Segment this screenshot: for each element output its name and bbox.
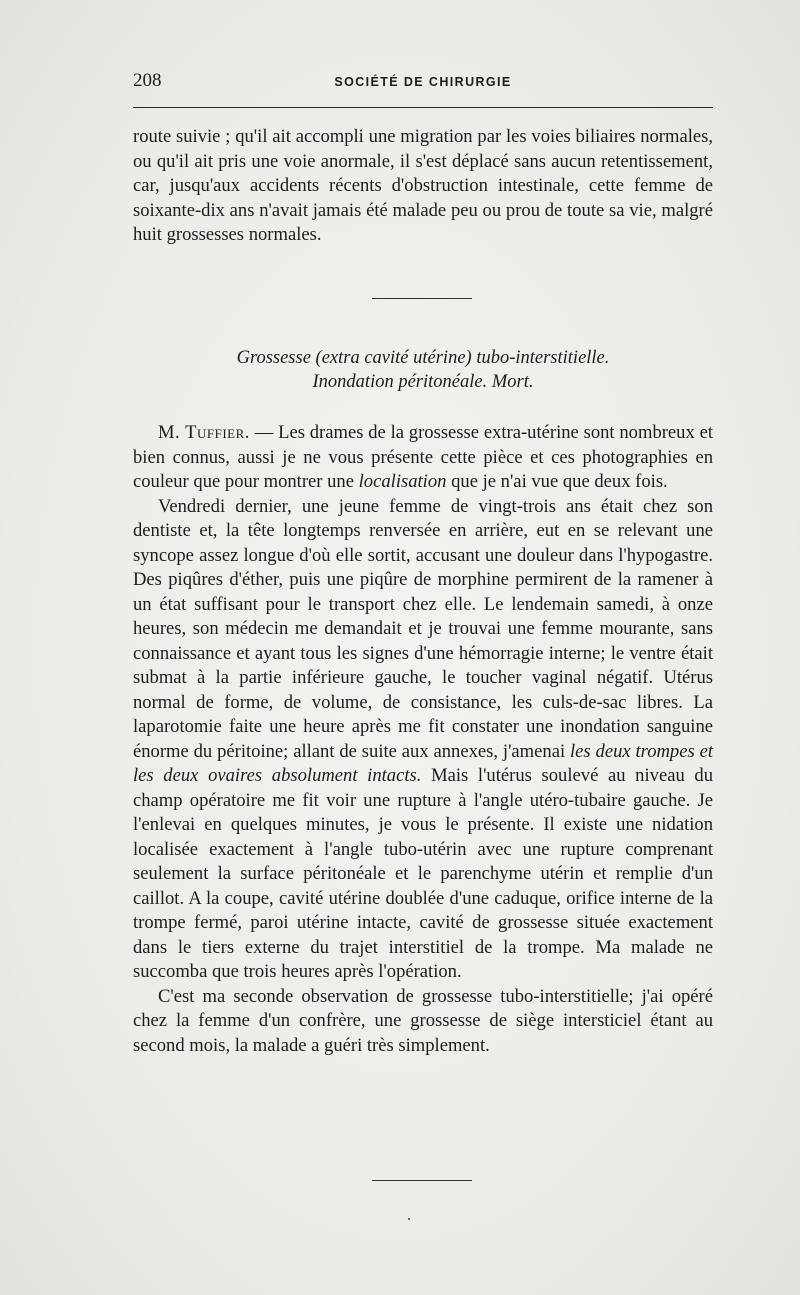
section-divider-top xyxy=(372,298,472,299)
paragraph-1-text-b: que je n'ai vue que deux fois. xyxy=(446,471,668,492)
paragraph-2-text-b: Mais l'utérus soulevé au niveau du champ opératoire me fit voir une rupture à l'angle utéro-tubaire gauche. Je l'enlevai en quelques minutes, je vous le présente. Il existe une nidation localisée exactement à l'angle tubo-utérin avec une rupture comprenant seulement la surface péritonéale et le parenchyme utérin et remplie d'un caillot. A la coupe, cavité utérine doublée d'une caduque, orifice interne de la trompe fermé, paroi utérine intacte, cavité de grossesse située exactement dans le tiers externe du trajet interstitiel de la trompe. Ma malade ne succomba que trois heures après l'opération. xyxy=(133,765,714,982)
running-title: SOCIÉTÉ DE CHIRURGIE xyxy=(334,75,512,89)
section-title xyxy=(133,346,713,394)
section-title-line2: Inondation péritonéale. Mort. xyxy=(312,372,534,392)
paragraph-1 xyxy=(133,421,713,495)
paragraph-1-italic: localisation xyxy=(358,471,447,492)
section-body xyxy=(133,421,713,1058)
page-number: 208 xyxy=(133,70,162,91)
continuation-block xyxy=(133,125,713,248)
speaker-name: M. Tuffier. xyxy=(158,422,250,443)
paragraph-2-italic: les deux trompes et les deux ovaires absolument intacts. xyxy=(133,740,714,786)
section-title-line1: Grossesse (extra cavité utérine) tubo-interstitielle. xyxy=(236,348,610,368)
header-rule xyxy=(133,107,713,108)
page-header xyxy=(133,68,713,98)
paragraph-3: C'est ma seconde observation de grossesse tubo-interstitielle; j'ai opéré chez la femme d'un confrère, une grossesse de siège intersticiel étant au second mois, la malade a guéri très simplement. xyxy=(133,985,713,1056)
paragraph-2 xyxy=(133,495,713,985)
paragraph-2-text-a: Vendredi dernier, une jeune femme de vingt-trois ans était chez son dentiste et, la tête longtemps renversée en arrière, eut en se relevant une syncope assez longue d'où elle sortit, accusant une douleur dans l'hypogastre. Des piqûres d'éther, puis une piqûre de morphine permirent de la ramener à un état suffisant pour le transport chez elle. Le lendemain samedi, à onze heures, son médecin me demandait et je trouvai une femme mourante, sans connaissance et ayant tous les signes d'une hémorragie interne; le ventre était submat à la partie inférieure gauche, le toucher vaginal négatif. Utérus normal de forme, de volume, de consistance, les culs-de-sac libres. La laparotomie faite une heure après me fit constater une inondation sanguine énorme du péritoine; allant de suite aux annexes, j'amenai xyxy=(133,495,713,762)
continuation-paragraph: route suivie ; qu'il ait accompli une migration par les voies biliaires normales, ou qu'il ait pris une voie anormale, il s'est déplacé sans aucun retentissement, car, jusqu'aux accidents récents d'obstruction intestinale, cette femme de soixante-dix ans n'avait jamais été malade peu ou prou de toute sa vie, malgré huit grossesses normales. xyxy=(133,126,713,245)
ink-dot xyxy=(408,1218,410,1220)
paragraph-1-text-a: — Les drames de la grossesse extra-utérine sont nombreux et bien connus, aussi je ne vous présente cette pièce et ces photographies en couleur que pour montrer une xyxy=(133,422,713,492)
section-divider-bottom xyxy=(372,1180,472,1181)
